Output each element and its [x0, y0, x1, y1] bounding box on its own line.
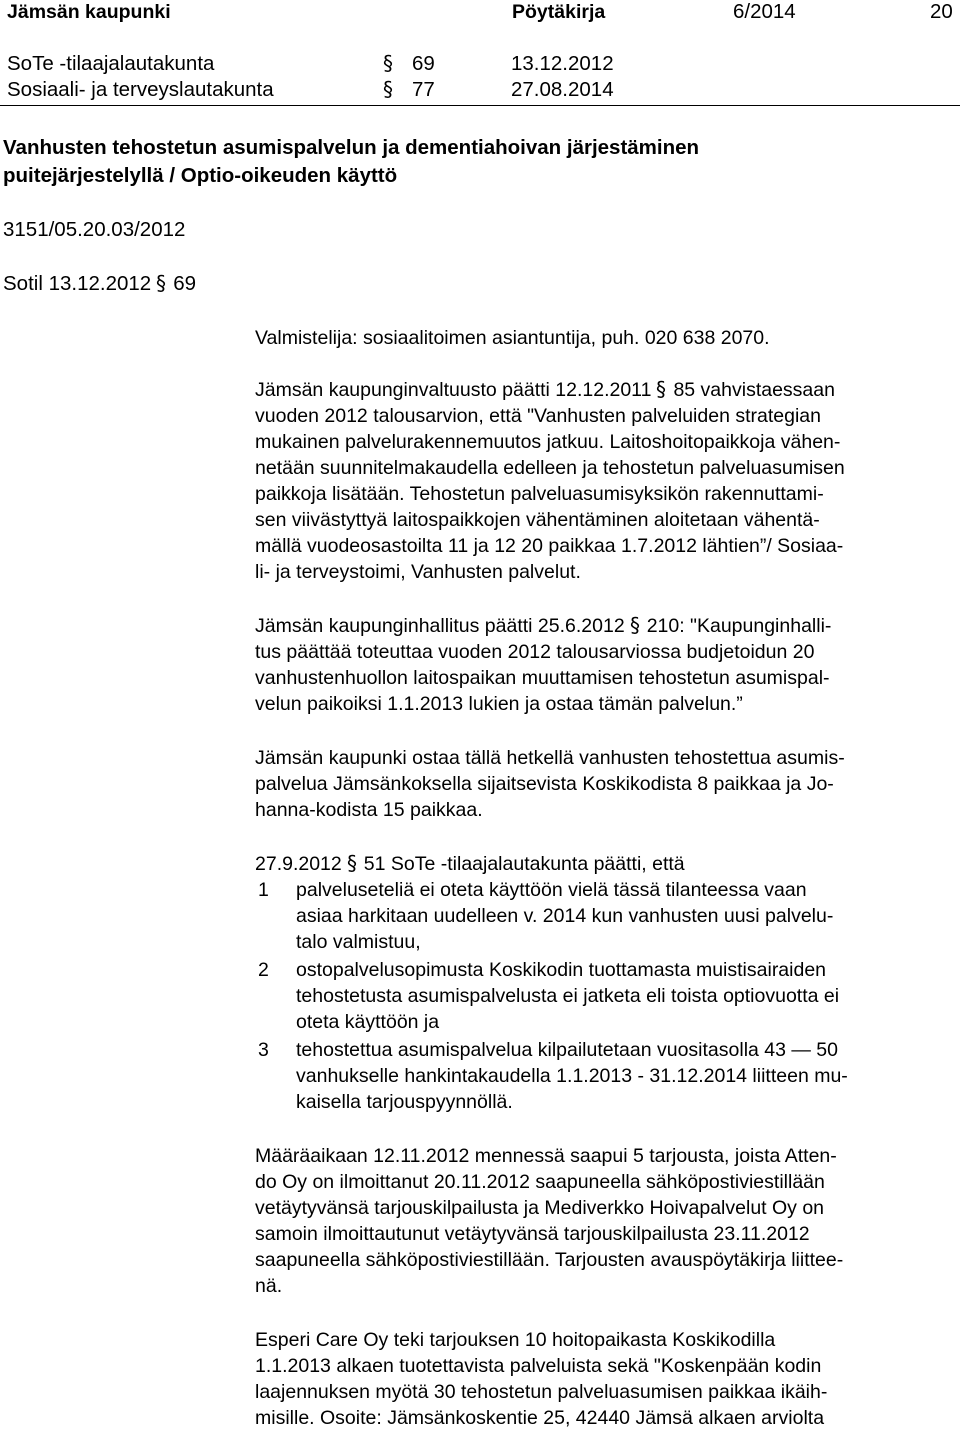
paragraph-line: Esperi Care Oy teki tarjouksen 10 hoitopaikasta Koskikodilla: [255, 1329, 776, 1351]
header-divider: [0, 105, 960, 106]
reference-body: SoTe -tilaajalautakunta: [7, 52, 215, 75]
prior-handling: Sotil 13.12.2012 § 69: [3, 272, 196, 295]
section-sign-icon: [347, 852, 359, 874]
list-item-line: oteta käyttöön ja: [296, 1011, 440, 1033]
reference-date: 27.08.2014: [511, 78, 614, 101]
reference-date: 13.12.2012: [511, 52, 614, 75]
section-sign-icon: [383, 78, 395, 100]
header-doc-type: Pöytäkirja: [512, 1, 606, 23]
reference-section: § 77: [383, 78, 435, 101]
list-item-line: kaisella tarjouspyynnöllä.: [296, 1091, 513, 1113]
paragraph-line: mukainen palvelurakennemuutos jatkuu. Laitoshoitopaikkoja vähen-: [255, 431, 841, 453]
paragraph-line: vuoden 2012 talousarvion, että "Vanhusten palveluiden strategian: [255, 405, 821, 427]
list-item-number: 3: [258, 1039, 269, 1061]
section-sign-icon: [630, 614, 642, 636]
section-sign-icon: [156, 272, 168, 294]
list-item-line: asiaa harkitaan uudelleen v. 2014 kun vanhusten uusi palvelu-: [296, 905, 834, 927]
paragraph-line: hanna-kodista 15 paikkaa.: [255, 799, 483, 821]
list-item-line: tehostettua asumispalvelua kilpailutetaan vuositasolla 43 — 50: [296, 1039, 839, 1061]
paragraph-line: Jämsän kaupunginhallitus päätti 25.6.2012 § 210: "Kaupunginhalli-: [255, 614, 832, 637]
header-municipality: Jämsän kaupunki: [7, 1, 171, 23]
paragraph-line: Jämsän kaupunki ostaa tällä hetkellä vanhusten tehostettua asumis-: [255, 747, 845, 769]
list-item-number: 1: [258, 879, 269, 901]
agenda-title-line: Vanhusten tehostetun asumispalvelun ja dementiahoivan järjestäminen: [3, 136, 700, 159]
paragraph-line: 1.1.2013 alkaen tuotettavista palveluista sekä "Koskenpään kodin: [255, 1355, 822, 1377]
svg-text:§: §: [656, 378, 667, 400]
svg-text:§: §: [383, 78, 393, 100]
paragraph-line: paikkoja lisätään. Tehostetun palveluasumisyksikön rakennuttami-: [255, 483, 824, 505]
list-item-line: ostopalvelusopimusta Koskikodin tuottamasta muistisairaiden: [296, 959, 827, 981]
list-item-line: talo valmistuu,: [296, 931, 421, 953]
list-item-line: vanhukselle hankintakaudella 1.1.2013 - 31.12.2014 liitteen mu-: [296, 1065, 848, 1087]
paragraph-line: sen viivästyttyä laitospaikkojen vähentäminen aloitetaan vähentä-: [255, 509, 820, 531]
paragraph-line: palvelua Jämsänkoksella sijaitsevista Koskikodista 8 paikkaa ja Jo-: [255, 773, 834, 795]
reference-section: § 69: [383, 52, 435, 75]
svg-text:§: §: [156, 272, 167, 294]
paragraph-line: Määräaikaan 12.11.2012 mennessä saapui 5 tarjousta, joista Atten-: [255, 1145, 837, 1167]
record-number: 3151/05.20.03/2012: [3, 218, 186, 241]
section-sign-icon: [383, 52, 395, 74]
paragraph-line: vanhustenhuollon laitospaikan muuttamisen tehostetun asumispal-: [255, 667, 830, 689]
paragraph-line: saapuneella sähköpostiviestillään. Tarjousten avauspöytäkirja liittee-: [255, 1249, 844, 1271]
paragraph-line: do Oy on ilmoittanut 20.11.2012 saapuneella sähköpostiviestillään: [255, 1171, 825, 1193]
preparer-line: Valmistelija: sosiaalitoimen asiantuntija, puh. 020 638 2070.: [255, 327, 770, 349]
paragraph-line: Jämsän kaupunginvaltuusto päätti 12.12.2011 § 85 vahvistaessaan: [255, 378, 835, 401]
paragraph-line: mällä vuodeosastoilta 11 ja 12 20 paikkaa 1.7.2012 lähtien”/ Sosiaa-: [255, 535, 844, 557]
paragraph-line: samoin ilmoittautunut vetäytyvänsä tarjouskilpailusta 23.11.2012: [255, 1223, 810, 1245]
header-issue: 6/2014: [733, 0, 796, 23]
paragraph-line: velun paikoiksi 1.1.2013 lukien ja ostaa tämän palvelun.”: [255, 693, 743, 715]
paragraph-line: 27.9.2012 § 51 SoTe -tilaajalautakunta päätti, että: [255, 852, 685, 875]
section-sign-icon: [656, 378, 668, 400]
paragraph-line: vetäytyvänsä tarjouskilpailusta ja Mediverkko Hoivapalvelut Oy on: [255, 1197, 825, 1219]
paragraph-line: netään suunnitelmakaudella edelleen ja tehostetun palveluasumisen: [255, 457, 845, 479]
svg-text:§: §: [383, 52, 393, 74]
list-item-line: palveluseteliä ei oteta käyttöön vielä tässä tilanteessa vaan: [296, 879, 807, 901]
list-item-number: 2: [258, 959, 269, 981]
svg-text:§: §: [346, 852, 357, 874]
list-item-line: tehostetusta asumispalvelusta ei jatketa eli toista optiovuotta ei: [296, 985, 840, 1007]
paragraph-line: misille. Osoite: Jämsänkoskentie 25, 42440 Jämsä alkaen arviolta: [255, 1407, 825, 1429]
svg-text:§: §: [629, 614, 640, 636]
paragraph-line: nä.: [255, 1275, 283, 1297]
header-page-number: 20: [930, 0, 953, 23]
paragraph-line: laajennuksen myötä 30 tehostetun palveluasumisen paikkaa ikäih-: [255, 1381, 828, 1403]
agenda-title-line: puitejärjestelyllä / Optio-oikeuden käyttö: [3, 164, 398, 187]
paragraph-line: li- ja terveystoimi, Vanhusten palvelut.: [255, 561, 581, 583]
reference-body: Sosiaali- ja terveyslautakunta: [7, 78, 274, 101]
paragraph-line: tus päättää toteuttaa vuoden 2012 talousarviossa budjetoidun 20: [255, 641, 815, 663]
